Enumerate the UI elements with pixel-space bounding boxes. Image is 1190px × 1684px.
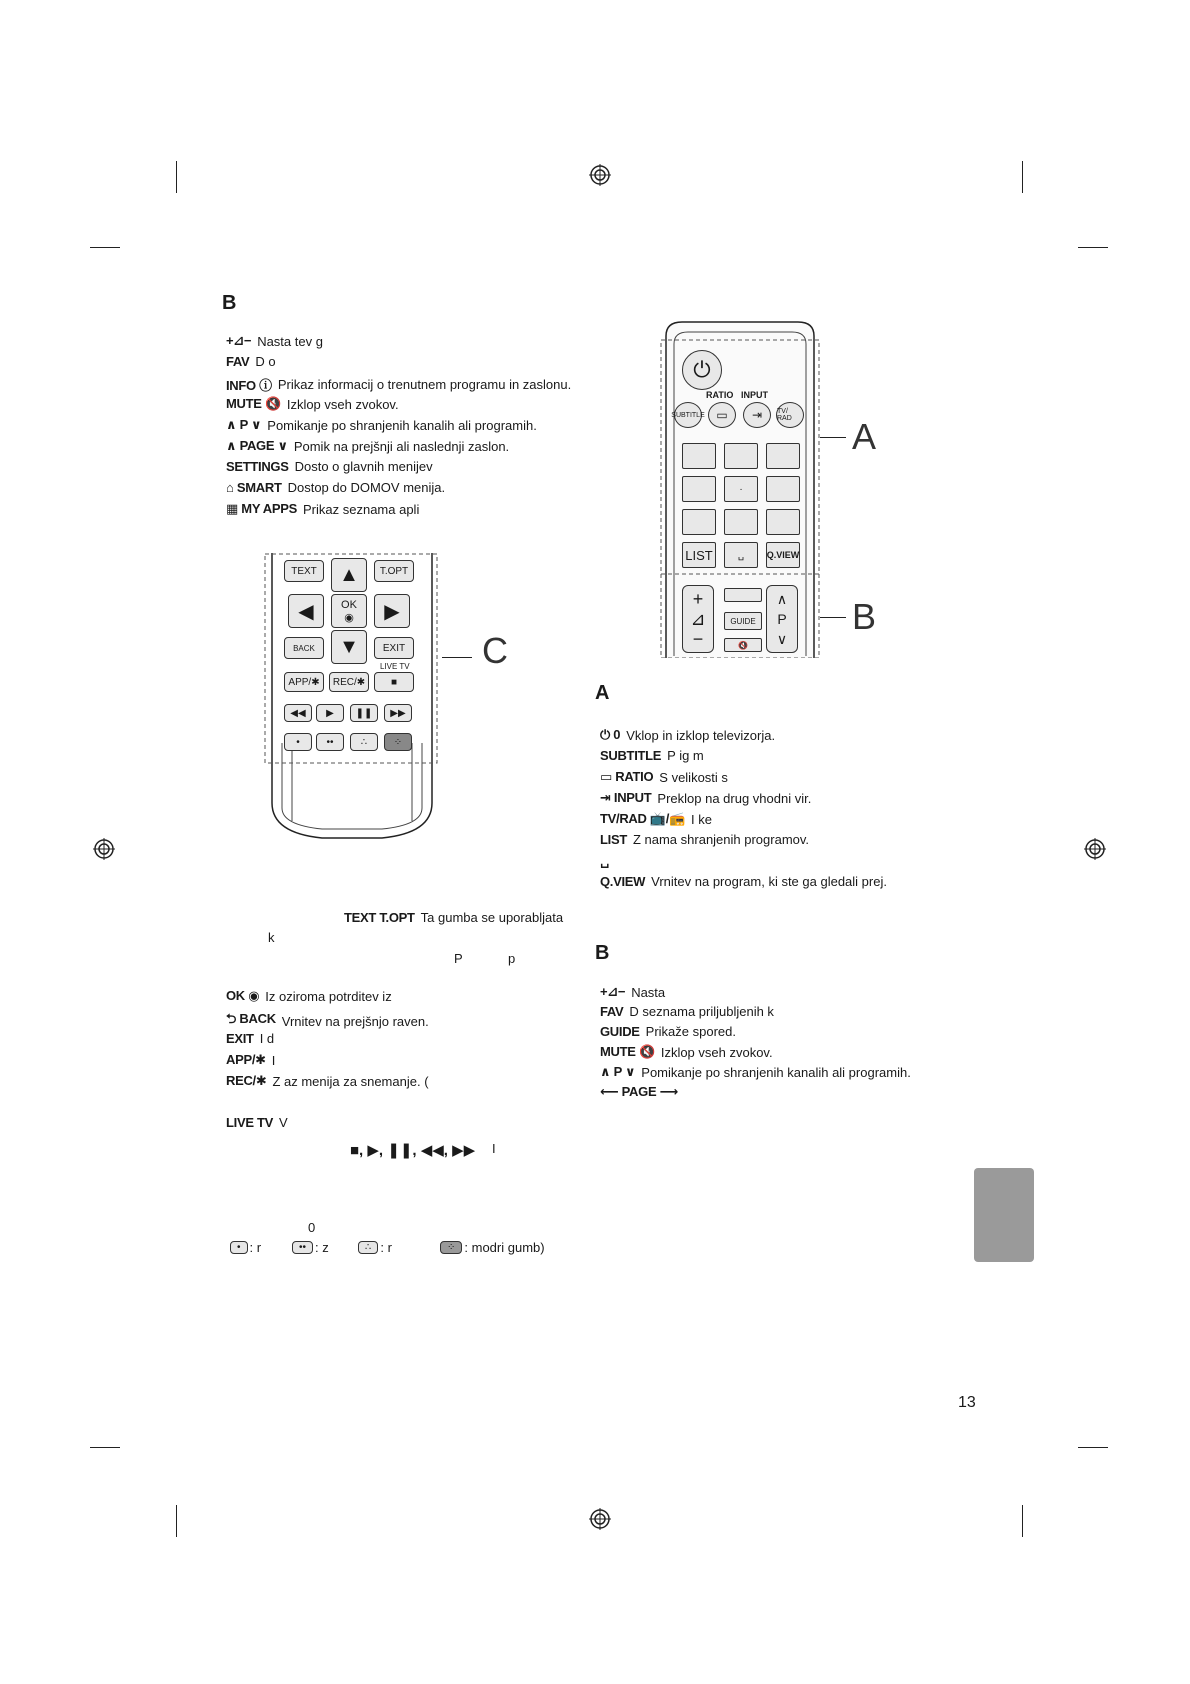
number-key[interactable] bbox=[766, 443, 800, 469]
language-tab bbox=[974, 1168, 1034, 1262]
color-key-icon: ∴ bbox=[358, 1241, 378, 1254]
number-key[interactable] bbox=[682, 443, 716, 469]
section-b-left-item bbox=[226, 396, 399, 412]
power-button[interactable]: ⏻ bbox=[682, 350, 722, 390]
section-b-left-desc: Dosto o glavnih menijev bbox=[294, 459, 433, 474]
qview-label: Q.VIEW bbox=[766, 550, 800, 560]
section-b-left-item bbox=[226, 375, 571, 394]
section-b-right-heading: B bbox=[595, 942, 610, 964]
crop-mark bbox=[90, 247, 120, 248]
teletext-p2: p bbox=[508, 951, 516, 966]
section-b-left-desc: Nasta tev g bbox=[257, 333, 323, 349]
section-a-desc: S velikosti s bbox=[659, 769, 728, 785]
program-rocker[interactable]: ∧ P ∨ bbox=[766, 585, 798, 653]
exit-button[interactable] bbox=[374, 637, 414, 659]
section-a-key: ⏻ 0 bbox=[600, 727, 621, 742]
section-b-left-desc: Dostop do DOMOV menija. bbox=[287, 480, 446, 495]
number-key[interactable] bbox=[724, 443, 758, 469]
space-button[interactable]: ␣ bbox=[724, 542, 758, 568]
section-a-key: TV/RAD 📺/📻 bbox=[600, 811, 685, 826]
section-b-right-item bbox=[600, 1004, 774, 1019]
section-b-right-desc: Nasta bbox=[631, 984, 666, 1000]
section-b-right-key: +⊿− bbox=[600, 984, 626, 999]
section-a-desc: P ig m bbox=[667, 748, 704, 763]
section-a-item bbox=[600, 769, 728, 785]
teletext-keys: TEXT T.OPT bbox=[344, 910, 415, 925]
callout-line bbox=[442, 657, 472, 658]
section-b-left-item bbox=[226, 417, 537, 433]
registration-mark-icon bbox=[1084, 838, 1106, 860]
section-c-item bbox=[226, 1010, 429, 1032]
mute-button[interactable]: 🔇 bbox=[724, 638, 762, 652]
fast-forward-button[interactable]: ▶▶ bbox=[384, 704, 412, 722]
section-c-desc: Iz oziroma potrditev iz bbox=[265, 988, 392, 1004]
back-button[interactable] bbox=[284, 637, 324, 659]
callout-b: B bbox=[852, 596, 877, 637]
section-b-left-item bbox=[226, 480, 445, 495]
section-b-left-key: ▦ MY APPS bbox=[226, 501, 297, 516]
subtitle-label: SUBTITLE bbox=[671, 411, 705, 419]
section-c-desc: Z az menija za snemanje. ( bbox=[272, 1073, 429, 1089]
stop-button[interactable]: ■ bbox=[374, 672, 414, 692]
blue-button[interactable]: ⁘ bbox=[384, 733, 412, 751]
playback-tail: I bbox=[492, 1141, 496, 1156]
section-b-left-key: ∧ PAGE ∨ bbox=[226, 438, 288, 453]
section-b-right-item bbox=[600, 1024, 736, 1039]
color-key-desc: : r bbox=[249, 1240, 262, 1255]
color-button-legend bbox=[440, 1240, 545, 1255]
back-button-label: BACK bbox=[293, 643, 315, 653]
input-button[interactable]: ⇥ bbox=[743, 402, 771, 428]
color-button-legend bbox=[230, 1240, 261, 1255]
teletext-k: k bbox=[268, 930, 275, 945]
section-c-item bbox=[226, 1115, 288, 1130]
crop-mark bbox=[176, 1505, 177, 1537]
text-button-label: TEXT bbox=[291, 565, 317, 577]
section-a-key: ␣ bbox=[600, 853, 610, 868]
tvrad-label: TV/ RAD bbox=[777, 408, 792, 422]
section-a-heading: A bbox=[595, 682, 610, 704]
section-b-left-desc: Izklop vseh zvokov. bbox=[286, 396, 399, 412]
section-c-item bbox=[226, 1052, 275, 1068]
section-c-desc: V bbox=[279, 1115, 288, 1130]
section-a-key: ▭ RATIO bbox=[600, 769, 654, 784]
section-b-right-desc: D seznama priljubljenih k bbox=[629, 1004, 774, 1019]
program-label: P bbox=[777, 611, 787, 627]
number-key[interactable] bbox=[766, 509, 800, 535]
tvrad-button[interactable] bbox=[776, 402, 804, 428]
section-b-left-desc: D o bbox=[255, 354, 276, 369]
section-b-left-item bbox=[226, 354, 276, 369]
section-c-key: ⮌ BACK bbox=[226, 1011, 276, 1026]
zero-label: 0 bbox=[308, 1220, 316, 1235]
section-b-left-key: +⊿− bbox=[226, 333, 252, 348]
section-b-left-key: SETTINGS bbox=[226, 459, 289, 474]
section-b-right-desc: Pomikanje po shranjenih kanalih ali programih. bbox=[641, 1064, 911, 1080]
section-b-left-item bbox=[226, 459, 433, 474]
number-key[interactable]: · bbox=[724, 476, 758, 502]
color-button-legend bbox=[358, 1240, 392, 1255]
color-key-icon: •• bbox=[292, 1241, 313, 1254]
teletext-desc: Ta gumba se uporabljata bbox=[420, 910, 564, 925]
section-c-key: EXIT bbox=[226, 1031, 254, 1046]
section-b-left-key: MUTE 🔇 bbox=[226, 396, 281, 411]
callout-line bbox=[820, 437, 846, 438]
section-a-item bbox=[600, 832, 809, 847]
callout-a: A bbox=[852, 416, 877, 457]
crop-mark bbox=[1022, 1505, 1023, 1537]
ratio-button[interactable]: ▭ bbox=[708, 402, 736, 428]
section-b-right-key: ⟵ PAGE ⟶ bbox=[600, 1084, 678, 1099]
play-button[interactable]: ▶ bbox=[316, 704, 344, 722]
crop-mark bbox=[1078, 1447, 1108, 1448]
topt-button-label: T.OPT bbox=[379, 565, 409, 577]
live-tv-label: LIVE TV bbox=[380, 662, 410, 671]
yellow-button[interactable]: ∴ bbox=[350, 733, 378, 751]
section-b-left-desc: Pomik na prejšnji ali naslednji zaslon. bbox=[293, 438, 510, 454]
section-a-desc: Preklop na drug vhodni vir. bbox=[657, 790, 812, 806]
color-key-desc: : r bbox=[380, 1240, 392, 1255]
app-button-label: APP/✱ bbox=[288, 676, 320, 688]
section-c-desc: I bbox=[271, 1052, 276, 1068]
section-b-left-key: ∧ P ∨ bbox=[226, 417, 262, 432]
ok-button-label: OK bbox=[341, 598, 357, 611]
color-key-icon: • bbox=[230, 1241, 248, 1254]
color-button-legend bbox=[292, 1240, 329, 1255]
list-button[interactable] bbox=[682, 542, 716, 568]
section-b-right-key: ∧ P ∨ bbox=[600, 1064, 636, 1079]
left-arrow-button[interactable]: ◀ bbox=[288, 594, 324, 628]
registration-mark-icon bbox=[589, 164, 611, 186]
color-key-desc: : modri gumb) bbox=[464, 1240, 545, 1255]
section-b-right-item bbox=[600, 984, 665, 1000]
section-b-right-item bbox=[600, 1084, 684, 1100]
section-b-right-key: MUTE 🔇 bbox=[600, 1044, 655, 1059]
section-b-left-desc: Pomikanje po shranjenih kanalih ali programih. bbox=[267, 417, 537, 433]
section-c-key: LIVE TV bbox=[226, 1115, 274, 1130]
section-c-key: REC/✱ bbox=[226, 1073, 267, 1088]
section-c-item bbox=[226, 1031, 274, 1046]
pause-button[interactable]: ❚❚ bbox=[350, 704, 378, 722]
section-a-item bbox=[600, 748, 704, 763]
section-b-left-item bbox=[226, 438, 509, 454]
crop-mark bbox=[176, 161, 177, 193]
section-a-item bbox=[600, 727, 775, 743]
section-b-right-item bbox=[600, 1064, 911, 1080]
section-a-key: LIST bbox=[600, 832, 627, 847]
number-key[interactable] bbox=[766, 476, 800, 502]
rewind-button[interactable]: ◀◀ bbox=[284, 704, 312, 722]
section-a-item bbox=[600, 853, 615, 869]
section-a-key: SUBTITLE bbox=[600, 748, 662, 763]
section-a-item bbox=[600, 874, 887, 889]
section-b-right-desc: Izklop vseh zvokov. bbox=[660, 1044, 773, 1060]
section-a-key: Q.VIEW bbox=[600, 874, 646, 889]
section-b-left-heading: B bbox=[222, 292, 237, 314]
guide-label: GUIDE bbox=[730, 616, 756, 626]
section-b-left-key: FAV bbox=[226, 354, 250, 369]
text-button[interactable] bbox=[284, 560, 324, 582]
ratio-label: RATIO bbox=[706, 390, 734, 400]
number-key[interactable] bbox=[682, 509, 716, 535]
number-key[interactable] bbox=[682, 476, 716, 502]
section-c-desc: I d bbox=[259, 1031, 275, 1046]
section-b-right-key: GUIDE bbox=[600, 1024, 640, 1039]
section-c-key: APP/✱ bbox=[226, 1052, 266, 1067]
fav-button[interactable] bbox=[724, 588, 762, 602]
section-c-key: OK ◉ bbox=[226, 988, 260, 1003]
section-a-desc: Vklop in izklop televizorja. bbox=[626, 727, 776, 743]
number-key[interactable] bbox=[724, 509, 758, 535]
section-c-desc: Vrnitev na prejšnjo raven. bbox=[281, 1013, 429, 1029]
down-arrow-button[interactable]: ▼ bbox=[331, 630, 367, 664]
teletext-line bbox=[344, 910, 563, 925]
section-a-desc: I ke bbox=[691, 811, 712, 827]
qview-button[interactable] bbox=[766, 542, 800, 568]
volume-rocker[interactable]: + ⊿ − bbox=[682, 585, 714, 653]
rec-button[interactable] bbox=[329, 672, 369, 692]
teletext-p1: P bbox=[454, 951, 463, 966]
green-button[interactable]: •• bbox=[316, 733, 344, 751]
crop-mark bbox=[90, 1447, 120, 1448]
color-key-icon: ⁘ bbox=[440, 1241, 462, 1254]
input-label: INPUT bbox=[741, 390, 768, 400]
section-c-item bbox=[226, 1073, 429, 1089]
guide-button[interactable] bbox=[724, 612, 762, 630]
right-arrow-button[interactable]: ▶ bbox=[374, 594, 410, 628]
ok-button[interactable]: OK ◉ bbox=[331, 594, 367, 628]
section-b-left-item bbox=[226, 333, 323, 349]
callout-line bbox=[820, 617, 846, 618]
section-b-right-desc: Prikaže spored. bbox=[645, 1024, 736, 1039]
subtitle-button[interactable] bbox=[671, 402, 705, 428]
section-c-item bbox=[226, 988, 392, 1004]
section-a-key: ⇥ INPUT bbox=[600, 790, 652, 805]
section-b-left-desc: Prikaz informacij o trenutnem programu in zaslonu. bbox=[277, 377, 572, 392]
up-arrow-button[interactable]: ▲ bbox=[331, 558, 367, 592]
playback-keys: ■, ▶, ❚❚, ◀◀, ▶▶ bbox=[350, 1142, 476, 1159]
section-a-item bbox=[600, 811, 712, 827]
topt-button[interactable] bbox=[374, 560, 414, 582]
rec-button-label: REC/✱ bbox=[332, 676, 366, 688]
section-a-desc: Z nama shranjenih programov. bbox=[632, 832, 810, 847]
red-button[interactable]: • bbox=[284, 733, 312, 751]
registration-mark-icon bbox=[589, 1508, 611, 1530]
crop-mark bbox=[1078, 247, 1108, 248]
exit-button-label: EXIT bbox=[382, 642, 406, 654]
section-b-left-item bbox=[226, 501, 419, 517]
section-b-right-key: FAV bbox=[600, 1004, 624, 1019]
section-a-desc: Vrnitev na program, ki ste ga gledali prej. bbox=[651, 874, 887, 889]
section-b-right-item bbox=[600, 1044, 773, 1060]
section-b-left-key: ⌂ SMART bbox=[226, 480, 282, 495]
section-b-left-desc: Prikaz seznama apli bbox=[303, 501, 420, 517]
app-button[interactable] bbox=[284, 672, 324, 692]
section-b-left-key: INFO ⓘ bbox=[226, 378, 272, 393]
callout-c: C bbox=[482, 630, 508, 671]
registration-mark-icon bbox=[93, 838, 115, 860]
color-key-desc: : z bbox=[315, 1240, 329, 1255]
crop-mark bbox=[1022, 161, 1023, 193]
section-a-item bbox=[600, 790, 811, 806]
page-number: 13 bbox=[958, 1394, 976, 1411]
list-label: LIST bbox=[685, 547, 713, 563]
